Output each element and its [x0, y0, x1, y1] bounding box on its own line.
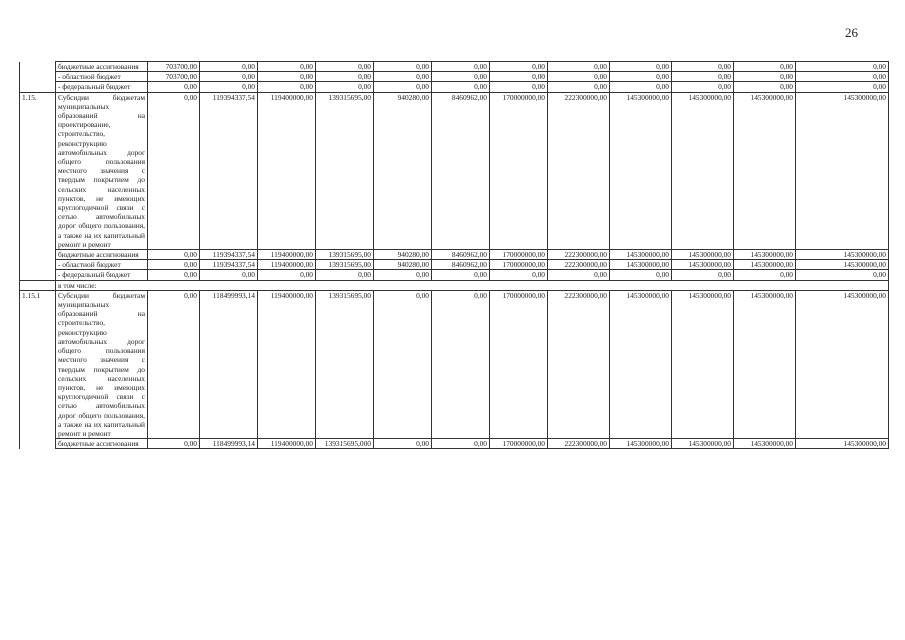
value-cell: 0,00	[148, 92, 200, 249]
value-cell: 145300000,00	[734, 290, 796, 438]
value-cell: 222300000,00	[548, 290, 610, 438]
value-cell: 222300000,00	[548, 439, 610, 449]
table-row	[20, 62, 889, 72]
row-name: бюджетные ассигнования	[56, 62, 148, 72]
row-name: - областной бюджет	[56, 72, 148, 82]
value-cell: 119400000,00	[258, 250, 316, 260]
table-row	[20, 280, 889, 290]
value-cell: 0,00	[734, 72, 796, 82]
value-cell: 0,00	[490, 62, 548, 72]
value-cell: 145300000,00	[610, 260, 672, 270]
value-cell: 0,00	[548, 82, 610, 92]
value-cell: 145300000,00	[610, 439, 672, 449]
value-cell: 145300000,00	[734, 92, 796, 249]
row-index: 1.15.1	[20, 290, 56, 438]
value-cell: 0,00	[200, 62, 258, 72]
value-cell: 0,00	[148, 270, 200, 280]
value-cell: 0,00	[258, 82, 316, 92]
value-cell: 222300000,00	[548, 260, 610, 270]
value-cell: 0,00	[316, 82, 374, 92]
row-name: - федеральный бюджет	[56, 82, 148, 92]
value-cell: 0,00	[432, 290, 490, 438]
row-index	[20, 82, 56, 92]
value-cell: 0,00	[548, 72, 610, 82]
value-cell: 0,00	[374, 62, 432, 72]
value-cell: 0,00	[672, 62, 734, 72]
row-index	[20, 62, 56, 72]
value-cell: 0,00	[734, 82, 796, 92]
row-index	[20, 72, 56, 82]
value-cell: 0,00	[374, 439, 432, 449]
value-cell: 703700,00	[148, 62, 200, 72]
value-cell: 0,00	[148, 82, 200, 92]
value-cell: 0,00	[374, 270, 432, 280]
row-name: Субсидии бюджетам муниципальных образований на строительство, реконструкцию автомобильных дорог общего пользования местного значения с твердым покрытием до сельских населенных пунктов, не имеющих круглогодичной связи с сетью автомобильных дорог общего пользования, а также на их капитальный ремонт и ремонт	[56, 290, 148, 438]
value-cell: 0,00	[610, 270, 672, 280]
value-cell: 0,00	[316, 62, 374, 72]
value-cell: 170000000,00	[490, 260, 548, 270]
value-cell: 119400000,00	[258, 439, 316, 449]
value-cell: 940280,00	[374, 260, 432, 270]
table-row	[20, 439, 889, 449]
value-cell: 0,00	[490, 270, 548, 280]
table-row	[20, 92, 889, 249]
value-cell: 0,00	[490, 82, 548, 92]
value-cell: 0,00	[432, 72, 490, 82]
value-cell: 145300000,00	[796, 92, 889, 249]
value-cell: 118499993,14	[200, 290, 258, 438]
value-cell: 0,00	[548, 270, 610, 280]
row-name: бюджетные ассигнования	[56, 439, 148, 449]
value-cell: 145300000,00	[610, 250, 672, 260]
row-index	[20, 280, 56, 290]
value-cell: 145300000,00	[796, 439, 889, 449]
value-cell: 145300000,00	[796, 250, 889, 260]
value-cell: 0,00	[200, 270, 258, 280]
value-cell: 0,00	[258, 270, 316, 280]
value-cell: 0,00	[148, 439, 200, 449]
value-cell: 145300000,00	[672, 439, 734, 449]
value-cell: 8460962,00	[432, 92, 490, 249]
budget-table	[19, 61, 889, 449]
value-cell: 119400000,00	[258, 290, 316, 438]
value-cell: 0,00	[148, 260, 200, 270]
value-cell: 0,00	[796, 62, 889, 72]
value-cell: 0,00	[258, 62, 316, 72]
value-cell: 145300000,00	[796, 260, 889, 270]
value-cell: 0,00	[610, 82, 672, 92]
value-cell: 139315695,00	[316, 290, 374, 438]
value-cell: 119400000,00	[258, 260, 316, 270]
value-cell: 703700,00	[148, 72, 200, 82]
row-name: - федеральный бюджет	[56, 270, 148, 280]
row-name: Субсидии бюджетам муниципальных образований на проектирование, строительство, реконструкцию автомобильных дорог общего пользования местного значения с твердым покрытием до сельских населенных пунктов, не имеющих круглогодичной связи с сетью автомобильных дорог общего пользования, а также на их капитальный ремонт и ремонт	[56, 92, 148, 249]
value-cell: 0,00	[258, 72, 316, 82]
value-cell: 0,00	[548, 62, 610, 72]
value-cell: 0,00	[148, 250, 200, 260]
value-cell: 222300000,00	[548, 92, 610, 249]
value-cell: 0,00	[200, 82, 258, 92]
value-cell: 145300000,00	[672, 92, 734, 249]
value-cell: 0,00	[796, 82, 889, 92]
value-cell: 0,00	[432, 82, 490, 92]
value-cell: 0,00	[490, 72, 548, 82]
value-cell: 118499993,14	[200, 439, 258, 449]
value-cell: 145300000,00	[734, 439, 796, 449]
value-cell: 119400000,00	[258, 92, 316, 249]
value-cell: 0,00	[432, 270, 490, 280]
value-cell: 145300000,00	[672, 250, 734, 260]
value-cell: 0,00	[672, 270, 734, 280]
value-cell: 0,00	[432, 439, 490, 449]
table-row	[20, 72, 889, 82]
row-index	[20, 439, 56, 449]
table-row	[20, 260, 889, 270]
value-cell: 145300000,00	[734, 250, 796, 260]
section-label: в том числе:	[56, 280, 889, 290]
value-cell: 222300000,00	[548, 250, 610, 260]
value-cell: 0,00	[374, 72, 432, 82]
value-cell: 8460962,00	[432, 250, 490, 260]
value-cell: 0,00	[734, 62, 796, 72]
value-cell: 170000000,00	[490, 92, 548, 249]
value-cell: 139315695,00	[316, 92, 374, 249]
value-cell: 0,00	[610, 72, 672, 82]
table-row	[20, 82, 889, 92]
page-number: 26	[845, 25, 858, 40]
value-cell: 139315695,00	[316, 250, 374, 260]
table-row	[20, 270, 889, 280]
row-index	[20, 260, 56, 270]
value-cell: 139315695,00	[316, 260, 374, 270]
value-cell: 119394337,54	[200, 250, 258, 260]
value-cell: 139315695,000	[316, 439, 374, 449]
value-cell: 145300000,00	[672, 260, 734, 270]
value-cell: 119394337,54	[200, 260, 258, 270]
value-cell: 145300000,00	[734, 260, 796, 270]
value-cell: 0,00	[672, 72, 734, 82]
row-index	[20, 270, 56, 280]
value-cell: 119394337,54	[200, 92, 258, 249]
value-cell: 0,00	[796, 72, 889, 82]
value-cell: 0,00	[374, 82, 432, 92]
value-cell: 0,00	[316, 72, 374, 82]
table-row	[20, 290, 889, 438]
value-cell: 0,00	[796, 270, 889, 280]
value-cell: 0,00	[316, 270, 374, 280]
value-cell: 145300000,00	[796, 290, 889, 438]
value-cell: 145300000,00	[610, 290, 672, 438]
table-row	[20, 250, 889, 260]
row-name: бюджетные ассигнования	[56, 250, 148, 260]
value-cell: 0,00	[374, 290, 432, 438]
table-body	[20, 62, 889, 449]
value-cell: 8460962,00	[432, 260, 490, 270]
value-cell: 0,00	[432, 62, 490, 72]
value-cell: 0,00	[200, 72, 258, 82]
value-cell: 940280,00	[374, 92, 432, 249]
value-cell: 170000000,00	[490, 290, 548, 438]
row-index: 1.15.	[20, 92, 56, 249]
row-index	[20, 250, 56, 260]
value-cell: 145300000,00	[672, 290, 734, 438]
value-cell: 0,00	[672, 82, 734, 92]
value-cell: 170000000,00	[490, 250, 548, 260]
row-name: - областной бюджет	[56, 260, 148, 270]
value-cell: 145300000,00	[610, 92, 672, 249]
value-cell: 0,00	[148, 290, 200, 438]
value-cell: 170000000,00	[490, 439, 548, 449]
value-cell: 0,00	[610, 62, 672, 72]
value-cell: 0,00	[734, 270, 796, 280]
value-cell: 940280,00	[374, 250, 432, 260]
